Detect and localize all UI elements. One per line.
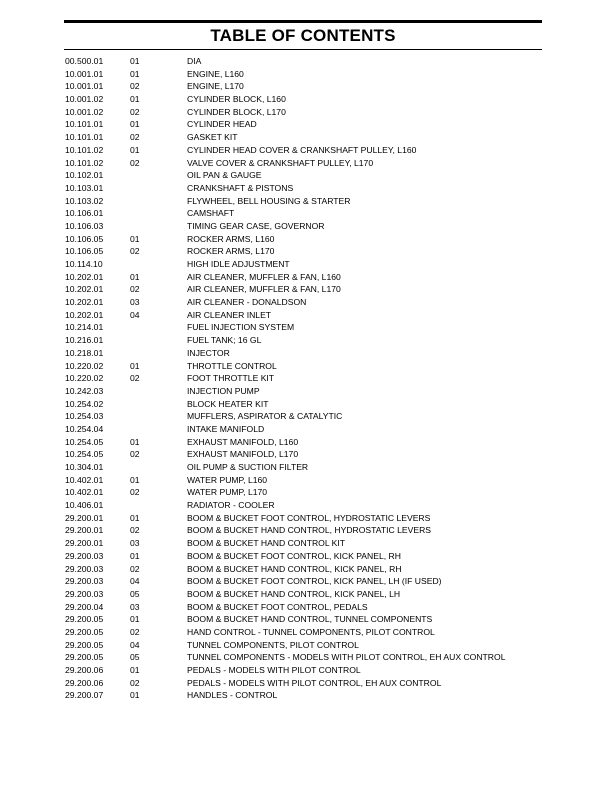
toc-code: 29.200.05 bbox=[65, 652, 104, 663]
toc-description: CAMSHAFT bbox=[187, 208, 235, 219]
toc-row bbox=[65, 245, 545, 258]
toc-code: 29.200.04 bbox=[65, 601, 104, 612]
toc-row bbox=[65, 474, 545, 487]
toc-description: BOOM & BUCKET HAND CONTROL, KICK PANEL, LH bbox=[187, 588, 401, 599]
toc-code: 10.254.02 bbox=[65, 398, 104, 409]
toc-description: GASKET KIT bbox=[187, 132, 238, 143]
toc-code: 10.001.01 bbox=[65, 81, 104, 92]
toc-row bbox=[65, 80, 545, 93]
toc-row bbox=[65, 664, 545, 677]
toc-description: PEDALS - MODELS WITH PILOT CONTROL, EH AUX CONTROL bbox=[187, 677, 442, 688]
toc-code: 29.200.07 bbox=[65, 690, 104, 701]
toc-number: 02 bbox=[130, 106, 140, 117]
toc-code: 29.200.03 bbox=[65, 563, 104, 574]
toc-row bbox=[65, 334, 545, 347]
toc-description: HIGH IDLE ADJUSTMENT bbox=[187, 259, 290, 269]
toc-code: 10.216.01 bbox=[65, 335, 104, 346]
toc-code: 29.200.06 bbox=[65, 677, 104, 688]
toc-row bbox=[65, 563, 545, 576]
toc-code: 29.200.05 bbox=[65, 639, 104, 650]
toc-description: BOOM & BUCKET HAND CONTROL, TUNNEL COMPONENTS bbox=[187, 614, 433, 625]
toc-description: EXHAUST MANIFOLD, L170 bbox=[187, 449, 299, 460]
toc-number: 01 bbox=[130, 68, 140, 79]
toc-code: 29.200.06 bbox=[65, 665, 104, 675]
toc-code: 10.103.01 bbox=[65, 182, 104, 193]
toc-number: 01 bbox=[130, 665, 140, 675]
toc-row bbox=[65, 169, 545, 182]
toc-number: 02 bbox=[130, 525, 140, 536]
toc-description: CYLINDER BLOCK, L170 bbox=[187, 106, 286, 117]
toc-number: 03 bbox=[130, 538, 140, 549]
toc-code: 10.220.02 bbox=[65, 373, 104, 384]
toc-number: 04 bbox=[130, 576, 140, 587]
toc-row bbox=[65, 144, 545, 157]
toc-description: OIL PUMP & SUCTION FILTER bbox=[187, 462, 309, 472]
toc-row bbox=[65, 448, 545, 461]
header-top-rule bbox=[64, 20, 542, 23]
toc-number: 05 bbox=[130, 652, 140, 663]
toc-number: 01 bbox=[130, 94, 140, 105]
toc-description: BLOCK HEATER KIT bbox=[187, 398, 269, 409]
toc-code: 29.200.01 bbox=[65, 512, 104, 523]
toc-code: 29.200.05 bbox=[65, 614, 104, 625]
toc-number: 04 bbox=[130, 309, 140, 320]
toc-list bbox=[65, 55, 545, 702]
toc-row bbox=[65, 550, 545, 563]
toc-row bbox=[65, 524, 545, 537]
toc-description: BOOM & BUCKET HAND CONTROL KIT bbox=[187, 538, 346, 549]
toc-row bbox=[65, 93, 545, 106]
toc-row bbox=[65, 537, 545, 550]
toc-row bbox=[65, 436, 545, 449]
toc-description: TUNNEL COMPONENTS - MODELS WITH PILOT CONTROL, EH AUX CONTROL bbox=[187, 652, 506, 663]
toc-number: 02 bbox=[130, 81, 140, 92]
toc-number: 02 bbox=[130, 132, 140, 143]
toc-row bbox=[65, 410, 545, 423]
toc-number: 02 bbox=[130, 157, 140, 168]
toc-row bbox=[65, 55, 545, 68]
toc-number: 01 bbox=[130, 690, 140, 701]
toc-row bbox=[65, 512, 545, 525]
toc-row bbox=[65, 118, 545, 131]
toc-row bbox=[65, 207, 545, 220]
toc-code: 29.200.03 bbox=[65, 576, 104, 587]
toc-description: INJECTOR bbox=[187, 347, 230, 358]
toc-number: 01 bbox=[130, 474, 140, 485]
toc-number: 02 bbox=[130, 487, 140, 498]
toc-number: 03 bbox=[130, 601, 140, 612]
toc-code: 10.254.04 bbox=[65, 423, 104, 434]
toc-code: 10.202.01 bbox=[65, 284, 104, 295]
toc-description: TIMING GEAR CASE, GOVERNOR bbox=[187, 220, 325, 231]
toc-row bbox=[65, 131, 545, 144]
toc-row bbox=[65, 372, 545, 385]
toc-code: 29.200.05 bbox=[65, 626, 104, 637]
toc-row bbox=[65, 601, 545, 614]
toc-description: INTAKE MANIFOLD bbox=[187, 423, 265, 434]
toc-row bbox=[65, 271, 545, 284]
toc-number: 04 bbox=[130, 639, 140, 650]
toc-description: CYLINDER HEAD bbox=[187, 119, 257, 130]
toc-row bbox=[65, 157, 545, 170]
toc-description: FUEL TANK; 16 GL bbox=[187, 335, 262, 346]
toc-code: 29.200.03 bbox=[65, 588, 104, 599]
toc-description: FUEL INJECTION SYSTEM bbox=[187, 322, 295, 333]
toc-row bbox=[65, 68, 545, 81]
toc-row bbox=[65, 575, 545, 588]
toc-number: 01 bbox=[130, 144, 140, 155]
toc-number: 02 bbox=[130, 284, 140, 295]
toc-row bbox=[65, 360, 545, 373]
toc-row bbox=[65, 296, 545, 309]
toc-code: 10.001.02 bbox=[65, 94, 104, 105]
toc-code: 10.101.01 bbox=[65, 119, 104, 130]
toc-number: 02 bbox=[130, 677, 140, 688]
toc-number: 03 bbox=[130, 297, 140, 308]
toc-code: 10.114.10 bbox=[65, 259, 103, 269]
toc-row bbox=[65, 283, 545, 296]
toc-number: 02 bbox=[130, 563, 140, 574]
toc-code: 10.202.01 bbox=[65, 297, 104, 308]
toc-code: 10.101.02 bbox=[65, 144, 104, 155]
toc-code: 10.106.01 bbox=[65, 208, 104, 219]
toc-code: 10.103.02 bbox=[65, 195, 104, 206]
toc-description: DIA bbox=[187, 56, 202, 66]
toc-description: BOOM & BUCKET FOOT CONTROL, HYDROSTATIC LEVERS bbox=[187, 512, 431, 523]
toc-code: 10.106.05 bbox=[65, 233, 104, 244]
toc-description: BOOM & BUCKET FOOT CONTROL, KICK PANEL, RH bbox=[187, 550, 401, 561]
toc-row bbox=[65, 461, 545, 474]
toc-code: 29.200.01 bbox=[65, 538, 104, 549]
toc-description: CYLINDER BLOCK, L160 bbox=[187, 94, 286, 105]
toc-code: 10.218.01 bbox=[65, 347, 104, 358]
toc-number: 01 bbox=[130, 550, 140, 561]
toc-row bbox=[65, 182, 545, 195]
toc-code: 10.106.05 bbox=[65, 246, 104, 257]
toc-description: INJECTION PUMP bbox=[187, 385, 260, 396]
toc-code: 10.254.05 bbox=[65, 436, 104, 447]
toc-code: 10.402.01 bbox=[65, 474, 104, 485]
toc-number: 01 bbox=[130, 512, 140, 523]
toc-row bbox=[65, 626, 545, 639]
toc-description: AIR CLEANER, MUFFLER & FAN, L170 bbox=[187, 284, 341, 295]
toc-number: 01 bbox=[130, 119, 140, 130]
toc-description: FOOT THROTTLE KIT bbox=[187, 373, 275, 384]
toc-description: MUFFLERS, ASPIRATOR & CATALYTIC bbox=[187, 411, 343, 422]
toc-code: 10.254.03 bbox=[65, 411, 104, 422]
toc-number: 02 bbox=[130, 246, 140, 257]
toc-description: OIL PAN & GAUGE bbox=[187, 170, 262, 181]
toc-number: 02 bbox=[130, 373, 140, 384]
toc-number: 05 bbox=[130, 588, 140, 599]
toc-row bbox=[65, 258, 545, 271]
toc-row bbox=[65, 385, 545, 398]
toc-description: AIR CLEANER, MUFFLER & FAN, L160 bbox=[187, 271, 341, 282]
toc-number: 01 bbox=[130, 360, 140, 371]
toc-row bbox=[65, 233, 545, 246]
toc-number: 01 bbox=[130, 271, 140, 282]
toc-number: 01 bbox=[130, 56, 140, 66]
toc-description: EXHAUST MANIFOLD, L160 bbox=[187, 436, 299, 447]
toc-description: BOOM & BUCKET FOOT CONTROL, PEDALS bbox=[187, 601, 368, 612]
toc-description: ENGINE, L170 bbox=[187, 81, 244, 92]
toc-description: RADIATOR - COOLER bbox=[187, 500, 275, 511]
toc-description: PEDALS - MODELS WITH PILOT CONTROL bbox=[187, 665, 361, 675]
header-bottom-rule bbox=[64, 49, 542, 50]
toc-row bbox=[65, 398, 545, 411]
toc-code: 10.214.01 bbox=[65, 322, 104, 333]
toc-row bbox=[65, 220, 545, 233]
toc-description: HANDLES - CONTROL bbox=[187, 690, 278, 701]
toc-code: 10.242.03 bbox=[65, 385, 104, 396]
toc-row bbox=[65, 651, 545, 664]
toc-code: 10.106.03 bbox=[65, 220, 104, 231]
toc-row bbox=[65, 195, 545, 208]
toc-row bbox=[65, 613, 545, 626]
toc-code: 00.500.01 bbox=[65, 56, 104, 66]
toc-number: 01 bbox=[130, 614, 140, 625]
toc-description: WATER PUMP, L160 bbox=[187, 474, 268, 485]
toc-description: VALVE COVER & CRANKSHAFT PULLEY, L170 bbox=[187, 157, 374, 168]
toc-description: CRANKSHAFT & PISTONS bbox=[187, 182, 294, 193]
toc-row bbox=[65, 321, 545, 334]
toc-row bbox=[65, 423, 545, 436]
toc-row bbox=[65, 499, 545, 512]
toc-number: 02 bbox=[130, 449, 140, 460]
toc-number: 01 bbox=[130, 233, 140, 244]
toc-description: AIR CLEANER INLET bbox=[187, 309, 272, 320]
toc-description: ROCKER ARMS, L170 bbox=[187, 246, 275, 257]
toc-description: HAND CONTROL - TUNNEL COMPONENTS, PILOT CONTROL bbox=[187, 626, 435, 637]
toc-code: 10.101.02 bbox=[65, 157, 104, 168]
toc-code: 29.200.01 bbox=[65, 525, 104, 536]
toc-code: 10.402.01 bbox=[65, 487, 104, 498]
toc-code: 10.101.01 bbox=[65, 132, 104, 143]
toc-code: 10.220.02 bbox=[65, 360, 104, 371]
toc-code: 10.202.01 bbox=[65, 271, 104, 282]
toc-code: 10.254.05 bbox=[65, 449, 104, 460]
toc-description: BOOM & BUCKET HAND CONTROL, HYDROSTATIC LEVERS bbox=[187, 525, 432, 536]
toc-code: 10.304.01 bbox=[65, 462, 104, 472]
toc-code: 10.102.01 bbox=[65, 170, 104, 181]
toc-row bbox=[65, 347, 545, 360]
toc-code: 10.001.02 bbox=[65, 106, 104, 117]
toc-number: 01 bbox=[130, 436, 140, 447]
toc-row bbox=[65, 106, 545, 119]
toc-row bbox=[65, 677, 545, 690]
toc-code: 10.001.01 bbox=[65, 68, 104, 79]
toc-description: THROTTLE CONTROL bbox=[187, 360, 277, 371]
toc-description: WATER PUMP, L170 bbox=[187, 487, 268, 498]
toc-row bbox=[65, 588, 545, 601]
toc-description: AIR CLEANER - DONALDSON bbox=[187, 297, 307, 308]
toc-code: 10.406.01 bbox=[65, 500, 104, 511]
toc-description: ENGINE, L160 bbox=[187, 68, 244, 79]
toc-row bbox=[65, 309, 545, 322]
toc-description: BOOM & BUCKET FOOT CONTROL, KICK PANEL, LH (IF USED) bbox=[187, 576, 442, 587]
toc-number: 02 bbox=[130, 626, 140, 637]
toc-description: ROCKER ARMS, L160 bbox=[187, 233, 275, 244]
toc-row bbox=[65, 689, 545, 702]
toc-row bbox=[65, 486, 545, 499]
toc-row bbox=[65, 639, 545, 652]
toc-description: TUNNEL COMPONENTS, PILOT CONTROL bbox=[187, 639, 359, 650]
toc-description: FLYWHEEL, BELL HOUSING & STARTER bbox=[187, 195, 351, 206]
toc-description: BOOM & BUCKET HAND CONTROL, KICK PANEL, RH bbox=[187, 563, 402, 574]
toc-code: 29.200.03 bbox=[65, 550, 104, 561]
toc-description: CYLINDER HEAD COVER & CRANKSHAFT PULLEY, L160 bbox=[187, 144, 417, 155]
page-title: TABLE OF CONTENTS bbox=[210, 26, 396, 45]
toc-code: 10.202.01 bbox=[65, 309, 104, 320]
